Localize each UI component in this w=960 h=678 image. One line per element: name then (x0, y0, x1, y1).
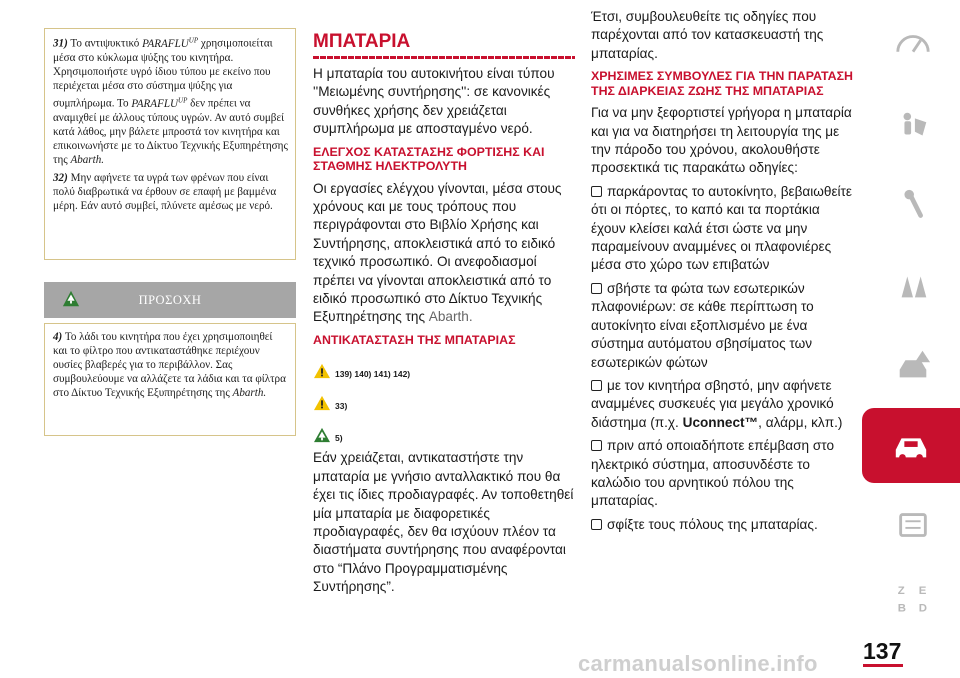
svg-text:B: B (897, 601, 906, 614)
starting-driving-icon[interactable] (865, 168, 960, 243)
page-number: 137 (863, 638, 902, 664)
svg-text:E: E (918, 584, 926, 597)
warning-box (44, 323, 296, 436)
reference-warning-2: 33) (313, 385, 575, 411)
technical-data-icon[interactable] (865, 488, 960, 563)
index-icon[interactable] (865, 560, 960, 635)
note-ref: 32) (53, 172, 68, 185)
advice-item: πριν από οποιαδήποτε επέμβαση στο ηλεκτρικό σύστημα, αποσυνδέστε το καλώδιο του αρνητικού πόλου της μπαταρίας. (591, 438, 835, 509)
manufacturer-note: Έτσι, συμβουλευθείτε τις οδηγίες που παρέχονται από τον κατασκευαστή της μπαταρίας. (591, 9, 824, 61)
note-31: 31) Το αντιψυκτικό $PARAFLU^{UP}$ χρησιμοποιείται μέσα στο κύκλωμα ψύξης του κινητήρα. Χρησιμοποιήστε υγρό ίδιου τύπου με εκείνο που περιέχεται μέσα στο σύστημα ψύξης για συμπλήρωμα. Το $PARAFLU^{UP}$ δεν πρέπει να αναμιχθεί με άλλους τύπους υγρών. Αν αυτό συμβεί κατά λάθος, μην βάλετε μπροστά τον κινητήρα και επικοινωνήστε με το Δίκτυο Τεχνικής Εξυπηρέτησης της Abarth. (53, 36, 288, 167)
svg-text:Z: Z (897, 584, 905, 597)
advice-item: με τον κινητήρα σβηστό, μην αφήνετε αναμμένες συσκευές για μεγάλο χρονικό διάστημα (π.χ. Uconnect™, αλάρμ, κλπ.) (591, 377, 843, 430)
checkbox-bullet-icon (591, 186, 602, 197)
caution-triangle-icon (313, 395, 331, 411)
section-rule (313, 56, 575, 59)
instrument-panel-icon[interactable] (865, 8, 960, 83)
safety-icon[interactable] (865, 88, 960, 163)
brand-name: $PARAFLU^{UP}$ (131, 96, 188, 110)
maintenance-car-icon[interactable] (862, 408, 960, 483)
advice-item: σφίξτε τους πόλους της μπαταρίας. (591, 516, 853, 534)
brand-name: $PARAFLU^{UP}$ (142, 36, 199, 50)
page-number-underline (863, 664, 903, 667)
advice-heading: ΧΡΗΣΙΜΕΣ ΣΥΜΒΟΥΛΕΣ ΓΙΑ ΤΗΝ ΠΑΡΑΤΑΣΗ ΤΗΣ ΔΙΑΡΚΕΙΑΣ ΖΩΗΣ ΤΗΣ ΜΠΑΤΑΡΙΑΣ (591, 69, 853, 98)
notes-box (44, 28, 296, 260)
checkbox-bullet-icon (591, 380, 602, 391)
note-32: 32) Μην αφήνετε τα υγρά των φρένων που είναι πολύ διαβρωτικά να έρθουν σε επαφή με βαμμένα μέρη. Εάν αυτό συμβεί, πλύνετε αμέσως με νερό. (53, 172, 277, 213)
checkbox-bullet-icon (591, 283, 602, 294)
checkbox-bullet-icon (591, 519, 602, 530)
warning-text: 4) Το λάδι του κινητήρα που έχει χρησιμοποιηθεί και το φίλτρο που αντικαταστάθηκε περιέχουν ουσίες βλαβερές για το περιβάλλον. Σας συμβουλεύουμε να αλλάζετε τα λάδια και τα φίλτρα στο Δίκτυο Τεχνικής Εξυπηρέτησης της Abarth. (53, 331, 286, 400)
battery-intro: Η μπαταρία του αυτοκινήτου είναι τύπου ''Μειωμένης συντήρησης'': σε κανονικές συνθήκες χρήσης δεν χρειάζεται συμπλήρωμα με αποσταγμένο νερό. (313, 66, 555, 137)
advice-column (591, 8, 853, 539)
advice-item: σβήστε τα φώτα των εσωτερικών πλαφονιέρων: σε κάθε περίπτωση το αυτοκίνητο είναι εξοπλισμένο με ένα σύστημα αυτόματου σβησίματος των εσωτερικών φώτων (591, 280, 814, 370)
warning-triangle-icon (313, 363, 331, 379)
brand-name: Abarth. (70, 154, 105, 167)
warning-lights-icon[interactable] (865, 248, 960, 323)
section-title: ΜΠΑΤΑΡΙΑ (313, 31, 411, 52)
note-ref: 4) (53, 331, 63, 343)
advice-item: παρκάροντας το αυτοκίνητο, βεβαιωθείτε ότι οι πόρτες, το καπό και τα πορτάκια έχουν κλείσει καλά έτσι ώστε να μην παραμείνουν αναμμένες οι πλαφονιέρες μέσα στο χώρο των επιβατών (591, 183, 852, 273)
notes-column (44, 28, 296, 260)
checkbox-bullet-icon (591, 440, 602, 451)
environment-tree-icon (313, 427, 331, 443)
watermark: carmanualsonline.info (578, 651, 818, 676)
replacement-text: Εάν χρειάζεται, αντικαταστήστε την μπαταρία με γνήσιο ανταλλακτικό που θα έχει τις ίδιες προδιαγραφές. Αν τοποθετηθεί μία μπαταρία με διαφορετικές προδιαγραφές, δεν θα ισχύουν πλέον τα διαστήματα συντήρησης που αναφέρονται στο “Πλάνο Προγραμματισμένης Συντήρησης”. (313, 450, 574, 595)
charge-check-text: Οι εργασίες ελέγχου γίνονται, μέσα στους χρόνους και με τους τρόπους που περιγράφονται στο Βιβλίο Χρήσης και Συντήρησης, αποκλειστικά από το ειδικό τεχνικό προσωπικό. Οι ανεφοδιασμοί πρέπει να γίνονται αποκλειστικά από το ειδικό προσωπικό στο Δίκτυο Τεχνικής Εξυπηρέτησης της Abarth. (313, 180, 562, 325)
reference-warning-1: 139) 140) 141) 142) (313, 353, 575, 379)
battery-column (313, 28, 575, 602)
note-ref: 31) (53, 37, 68, 50)
svg-text:D: D (918, 601, 927, 614)
charge-check-heading: ΕΛΕΓΧΟΣ ΚΑΤΑΣΤΑΣΗΣ ΦΟΡΤΙΣΗΣ ΚΑΙ ΣΤΑΘΜΗΣ ΗΛΕΚΤΡΟΛΥΤΗ (313, 144, 545, 174)
warning-header (44, 282, 296, 318)
emergency-icon[interactable] (865, 328, 960, 403)
replacement-heading: ΑΝΤΙΚΑΤΑΣΤΑΣΗ ΤΗΣ ΜΠΑΤΑΡΙΑΣ (313, 332, 516, 347)
reference-environment: 5) (313, 417, 575, 443)
advice-intro: Για να μην ξεφορτιστεί γρήγορα η μπαταρία και για να διατηρήσει τη λειτουργία της με την πάροδο του χρόνου, ακολουθήστε προσεκτικά τις παρακάτω οδηγίες: (591, 105, 852, 176)
warning-title: ΠΡΟΣΟΧΗ (138, 293, 202, 307)
chapter-tabs (865, 0, 960, 678)
